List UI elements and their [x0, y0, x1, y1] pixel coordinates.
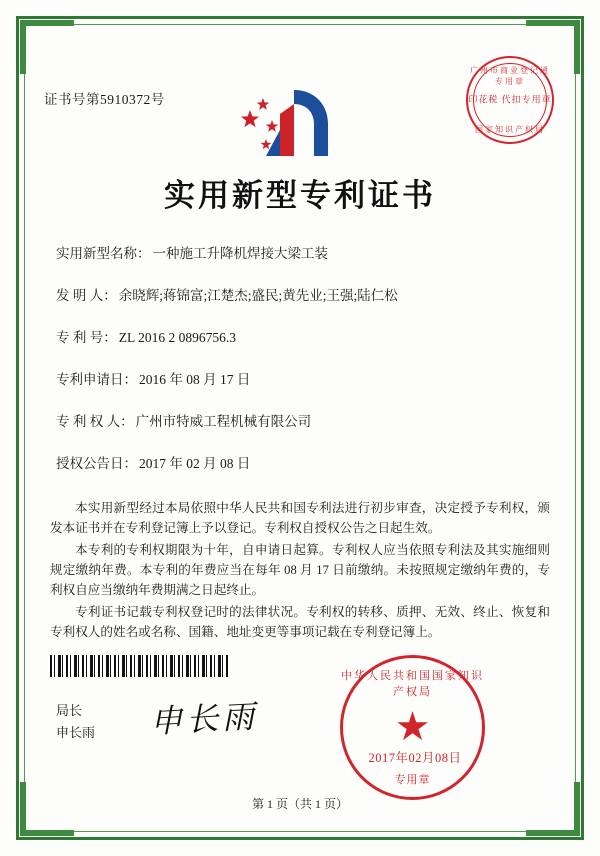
field-label: 专 利 号： — [56, 330, 117, 345]
corner-ornament-top-left — [20, 20, 74, 74]
field-label: 授权公告日： — [56, 456, 137, 471]
certificate-body-text — [50, 498, 550, 644]
body-paragraph-1: 本实用新型经过本局依照中华人民共和国专利法进行初步审查，决定授予专利权，颁发本证书并在专利登记簿上予以登记。专利权自授权公告之日起生效。 — [50, 501, 550, 535]
field-row-patentee — [56, 413, 536, 431]
registration-stamp-arc-top: 广州市商业登记通专用章 — [470, 66, 550, 86]
national-office-seal-top-text: 中华人民共和国国家知识产权局 — [341, 670, 484, 698]
field-value: 2017 年 02 月 08 日 — [139, 456, 251, 471]
page-footer: 第 1 页（共 1 页） — [251, 797, 348, 811]
national-office-seal-bottom-text: 专用章 — [394, 774, 431, 786]
director-handwritten-signature: 申长雨 — [149, 698, 259, 740]
field-value: 2016 年 08 月 17 日 — [139, 372, 251, 387]
field-row-patent-number — [56, 329, 536, 347]
director-name-label: 申长雨 — [56, 725, 96, 740]
field-label: 实用新型名称： — [56, 246, 151, 261]
field-value: 广州市特威工程机械有限公司 — [135, 414, 312, 429]
barcode — [50, 655, 228, 677]
seal-date: 2017年02月08日 — [368, 751, 462, 765]
registration-stamp-center-text: 印花税 代扣专用章 — [468, 94, 552, 105]
body-paragraph-3: 专利证书记载专利权登记时的法律状况。专利权的转移、质押、无效、终止、恢复和专利权人的姓名或名称、国籍、地址变更等事项记载在专利登记簿上。 — [50, 605, 550, 639]
field-label: 专利申请日： — [56, 372, 137, 387]
registration-stamp-seal — [466, 56, 554, 144]
field-value: 余晓辉;蒋锦富;江楚杰;盛民;黄先业;王强;陆仁松 — [118, 288, 398, 303]
cnipa-logo-icon — [236, 84, 346, 162]
certificate-fields — [56, 245, 536, 497]
certificate-serial-number: 证书号第5910372号 — [44, 92, 165, 107]
signature-block — [56, 700, 95, 744]
director-title-label: 局长 — [56, 703, 83, 718]
field-row-inventors — [56, 287, 536, 305]
field-value: 一种施工升降机焊接大梁工装 — [152, 246, 328, 261]
body-paragraph-2: 本专利的专利权期限为十年，自申请日起算。专利权人应当依照专利法及其实施细则规定缴纳年费。本专利的年费应当在每年 08 月 17 日前缴纳。未按照规定缴纳年费的，专利权自应当缴纳年费期满之日起终止。 — [50, 543, 550, 597]
field-label: 专 利 权 人： — [56, 414, 134, 429]
registration-stamp-arc-bottom: 国家知识产权局 — [475, 125, 545, 134]
national-office-seal — [340, 655, 485, 800]
page-title: 实用新型专利证书 — [164, 178, 436, 213]
field-label: 发 明 人： — [56, 288, 117, 303]
field-value: ZL 2016 2 0896756.3 — [118, 330, 236, 345]
field-row-grant-announcement-date — [56, 455, 536, 473]
field-row-utility-model-name — [56, 245, 536, 263]
field-row-application-date — [56, 371, 536, 389]
star-icon: ★ — [394, 703, 431, 749]
